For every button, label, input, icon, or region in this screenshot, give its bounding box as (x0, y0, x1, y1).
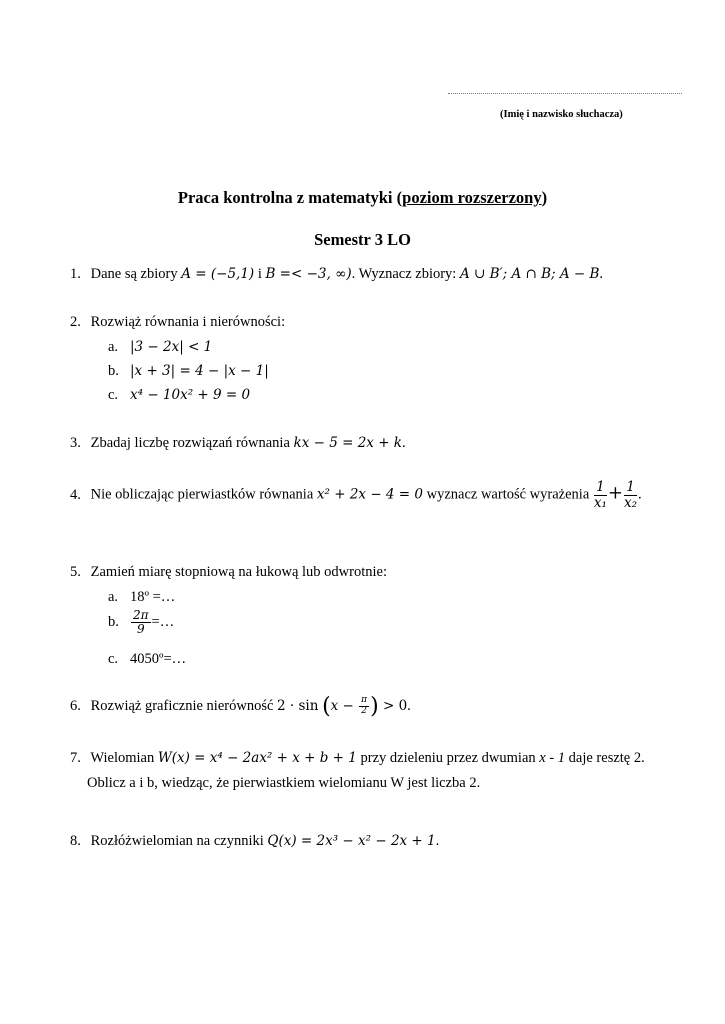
task-number: 1. (70, 266, 81, 282)
fraction-denominator: 9 (136, 622, 145, 637)
task-text: i (254, 266, 266, 282)
task-text: . (407, 697, 411, 714)
math-expression: x⁴ − 10x² + 9 = 0 (130, 387, 251, 403)
task-6 (70, 694, 411, 719)
math-expression: kx − 5 = 2x + k (293, 435, 402, 451)
fraction-numerator: π (361, 695, 368, 706)
name-signature-line (448, 93, 682, 94)
task-text: Rozwiąż graficznie nierówność (90, 697, 278, 714)
task-2-item-b (108, 363, 269, 380)
task-5-item-b (108, 609, 174, 636)
task-7-line-2: Oblicz a i b, wiedząc, że pierwiastkiem wielomianu W jest liczba 2. (87, 775, 481, 791)
fraction-denominator: x₁ (593, 494, 607, 511)
task-text: wyznacz wartość wyrażenia (423, 486, 593, 503)
item-letter: b. (108, 614, 119, 631)
fraction-denominator: 2 (361, 706, 367, 716)
fraction (359, 696, 369, 717)
task-2-item-a (108, 339, 212, 356)
task-text: . Wyznacz zbiory: (351, 266, 460, 282)
task-text: Rozwiąż równania i nierówności: (90, 314, 286, 330)
math-set-ops: A ∪ B′; A ∩ B; A − B (459, 266, 600, 282)
fraction-2 (624, 480, 637, 511)
item-letter: c. (108, 387, 119, 403)
math-set-a: A = (−5,1) (181, 266, 255, 282)
task-2-item-c (108, 387, 250, 404)
divisor-text: x - 1 (539, 750, 566, 766)
math-set-b: B =< −3, ∞) (265, 266, 352, 282)
title-prefix: Praca kontrolna z matematyki ( (177, 188, 403, 207)
task-1 (70, 266, 603, 283)
plus-sign: + (607, 482, 624, 504)
math-expression: x² + 2x − 4 = 0 (316, 486, 423, 503)
item-text: 18º =… (130, 589, 176, 605)
task-text: . (599, 266, 604, 282)
task-text: . (638, 486, 642, 503)
fraction-numerator: 1 (624, 480, 637, 496)
fraction-numerator: 2π (133, 608, 149, 622)
task-text: . (435, 833, 440, 849)
task-4 (70, 480, 642, 511)
left-paren: ( (322, 694, 331, 719)
math-expression: |3 − 2x| < 1 (130, 339, 213, 355)
fraction-1 (594, 480, 607, 511)
fraction (131, 609, 151, 636)
task-number: 5. (70, 564, 81, 580)
task-2 (70, 314, 285, 331)
title-underlined: poziom rozszerzony (402, 188, 542, 207)
task-text: Zamień miarę stopniową na łukową lub odwrotnie: (90, 564, 387, 580)
task-number: 2. (70, 314, 81, 330)
item-letter: b. (108, 363, 119, 379)
item-text: =… (151, 614, 175, 631)
task-8 (70, 833, 439, 850)
fraction-numerator: 1 (594, 480, 607, 496)
task-7 (70, 750, 645, 767)
math-expression: Q(x) = 2x³ − x² − 2x + 1 (267, 833, 436, 849)
item-letter: a. (108, 589, 119, 605)
task-text: Nie obliczając pierwiastków równania (90, 486, 317, 503)
math-expression: |x + 3| = 4 − |x − 1| (130, 363, 269, 379)
item-letter: c. (108, 651, 119, 667)
title-suffix: ) (541, 188, 548, 207)
task-5-item-a (108, 589, 175, 606)
item-letter: a. (108, 339, 119, 355)
task-number: 3. (70, 435, 81, 451)
page-title (0, 188, 725, 208)
math-expression: x − (330, 697, 359, 714)
task-3 (70, 435, 406, 452)
task-5-item-c (108, 651, 186, 668)
semester-title: Semestr 3 LO (314, 230, 411, 249)
math-expression: > 0 (378, 697, 408, 714)
task-number: 4. (70, 486, 81, 503)
task-text: przy dzieleniu przez dwumian (356, 750, 540, 766)
task-number: 6. (70, 697, 81, 714)
task-text: daje resztę 2. (565, 750, 645, 766)
task-text: Dane są zbiory (90, 266, 182, 282)
task-number: 8. (70, 833, 81, 849)
task-text: Rozłóżwielomian na czynniki (90, 833, 268, 849)
task-number: 7. (70, 750, 81, 766)
task-text: Zbadaj liczbę rozwiązań równania (90, 435, 294, 451)
math-expression: 2 · sin (277, 697, 319, 714)
math-expression: W(x) = x⁴ − 2ax² + x + b + 1 (157, 750, 357, 766)
fraction-denominator: x₂ (624, 494, 638, 511)
right-paren: ) (370, 694, 379, 719)
task-5 (70, 564, 387, 581)
task-text: . (401, 435, 406, 451)
name-caption: (Imię i nazwisko słuchacza) (500, 109, 623, 120)
task-text: Wielomian (90, 750, 158, 766)
item-text: 4050º=… (130, 651, 187, 667)
